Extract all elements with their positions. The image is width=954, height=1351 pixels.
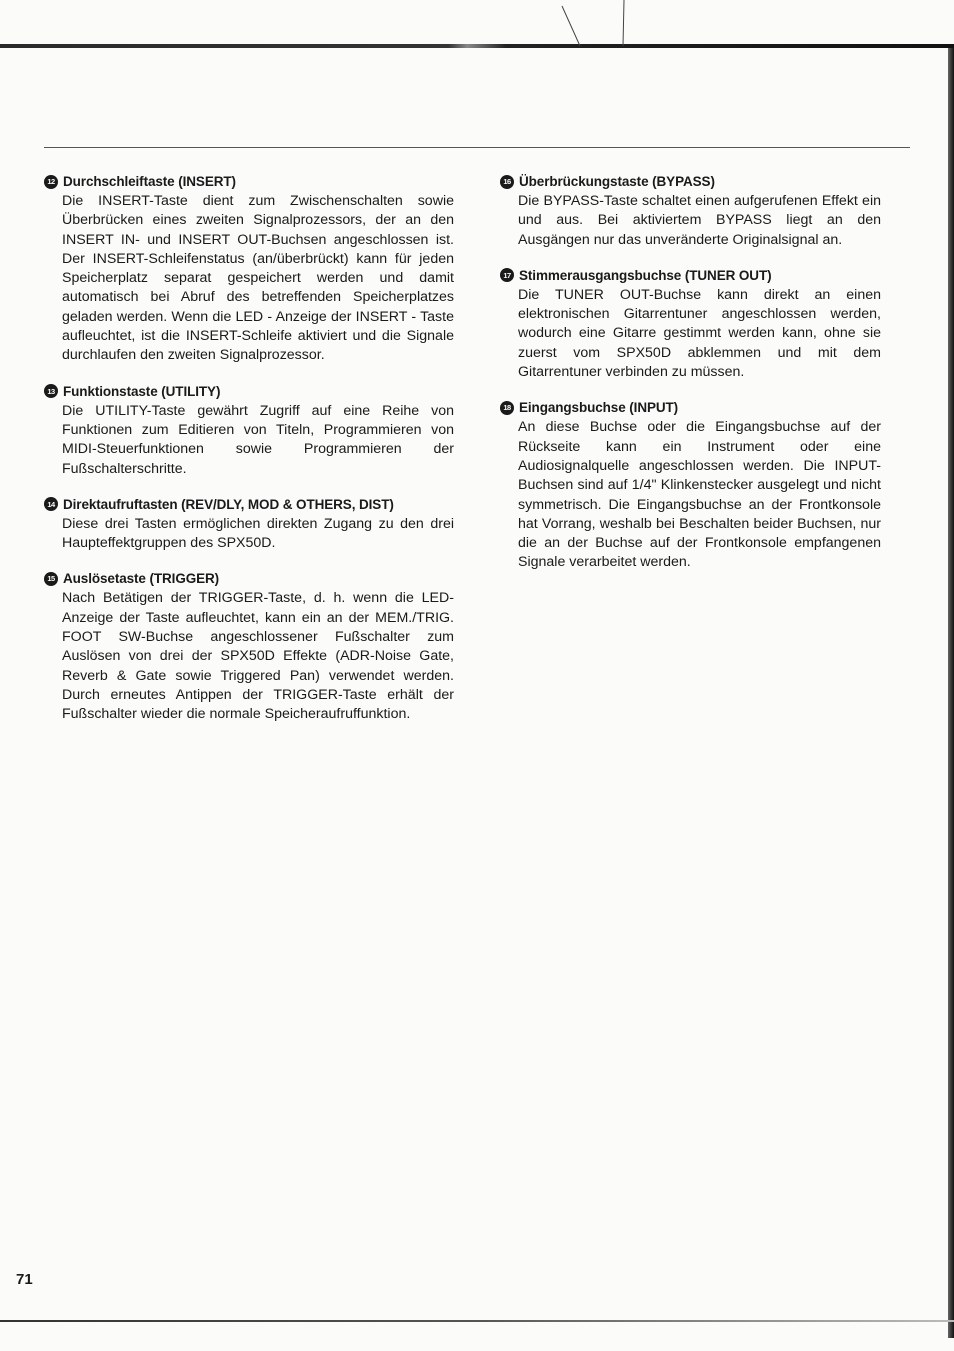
section-heading — [44, 495, 454, 514]
scan-edge-right — [948, 48, 954, 1338]
section-title: Überbrückungstaste (BYPASS) — [519, 174, 715, 189]
section-bypass — [500, 172, 881, 250]
section-heading — [500, 172, 881, 191]
circled-number-16: 16 — [500, 175, 514, 189]
section-title: Durchschleiftaste (INSERT) — [63, 174, 236, 189]
section-title: Stimmerausgangsbuchse (TUNER OUT) — [519, 267, 772, 283]
scan-artifact-marks — [560, 0, 640, 48]
section-body: Die UTILITY-Taste gewährt Zugriff auf eine Reihe von Funktionen zum Editieren von Titeln, Programmieren von MIDI-Steuerfunktionen sowie Programmieren der Fußschalterschritte. — [62, 402, 454, 477]
header-rule — [44, 147, 910, 148]
section-direct-recall — [44, 495, 454, 554]
circled-number-13: 13 — [44, 384, 58, 398]
section-title: Direktaufruftasten (REV/DLY, MOD & OTHERS, DIST) — [63, 496, 394, 512]
circled-number-15: 15 — [44, 572, 58, 586]
section-body: Die TUNER OUT-Buchse kann direkt an einen elektronischen Gitarrentuner angeschlossen werden, wodurch eine Gitarre gestimmt werden kann, ohne sie zuerst vom SPX50D abklemmen und mit dem Gitarrentuner verbinden zu müssen. — [518, 286, 881, 381]
scan-edge-bottom — [0, 1320, 954, 1322]
section-input — [500, 398, 881, 572]
section-insert — [44, 172, 454, 366]
section-body: Die INSERT-Taste dient zum Zwischenschalten sowie Überbrücken eines zweiten Signalprozessors, der an den INSERT IN- und INSERT OUT-Buchsen angeschlossen ist. Der INSERT-Schleifenstatus (an/überbrückt) kann für jeden Speicherplatz separat gespeichert werden und damit automatisch bei Abruf des betreffenden Speicherplatzes geladen werden. Wenn die LED - Anzeige der INSERT - Taste aufleuchtet, ist die INSERT-Schleife aktiviert und die Signale durchlaufen den zweiten Signalprozessor. — [62, 193, 454, 364]
section-body: Diese drei Tasten ermöglichen direkten Zugang zu den drei Haupteffektgruppen des SPX50D. — [62, 515, 454, 552]
circled-number-18: 18 — [500, 401, 514, 415]
section-body: Nach Betätigen der TRIGGER-Taste, d. h. wenn die LED-Anzeige der Taste aufleuchtet, kann ein an der MEM./TRIG. FOOT SW-Buchse angeschlossener Fußschalter zum Auslösen von drei der SPX50D Effekte (ADR-Noise Gate, Reverb & Gate sowie Triggered Pan) verwendet werden. Durch erneutes Antippen der TRIGGER-Taste erhält der Fußschalter wieder die normale Speicheraufruffunktion. — [62, 590, 454, 723]
section-heading — [500, 398, 881, 417]
section-heading — [44, 569, 454, 588]
section-body: An diese Buchse oder die Eingangsbuchse auf der Rückseite kann ein Instrument oder eine Audiosignalquelle angeschlossen werden. Die INPUT-Buchsen sind auf 1/4" Klinkenstecker ausgelegt und nicht symmetrisch. Die Eingangsbuchse an der Frontkonsole hat Vorrang, weshalb bei Beschalten beider Buchsen, nur die an der Buchse auf der Frontkonsole empfangenen Signale verarbeitet werden. — [518, 419, 881, 571]
page-number: 71 — [16, 1271, 33, 1288]
section-heading — [500, 266, 881, 285]
section-tuner-out — [500, 266, 881, 382]
section-title: Eingangsbuchse (INPUT) — [519, 400, 679, 416]
section-title: Funktionstaste (UTILITY) — [63, 383, 221, 399]
section-title: Auslösetaste (TRIGGER) — [63, 571, 220, 587]
circled-number-12: 12 — [44, 175, 58, 189]
section-utility — [44, 382, 454, 479]
scan-edge-top — [0, 44, 954, 48]
section-trigger — [44, 569, 454, 724]
right-column — [500, 172, 881, 589]
left-column — [44, 172, 454, 741]
circled-number-17: 17 — [500, 268, 514, 282]
section-heading — [44, 382, 454, 401]
section-body: Die BYPASS-Taste schaltet einen aufgerufenen Effekt ein und aus. Bei aktiviertem BYPASS liegt an den Ausgängen nur das unveränderte Originalsignal an. — [518, 193, 881, 248]
section-heading — [44, 172, 454, 191]
circled-number-14: 14 — [44, 497, 58, 511]
